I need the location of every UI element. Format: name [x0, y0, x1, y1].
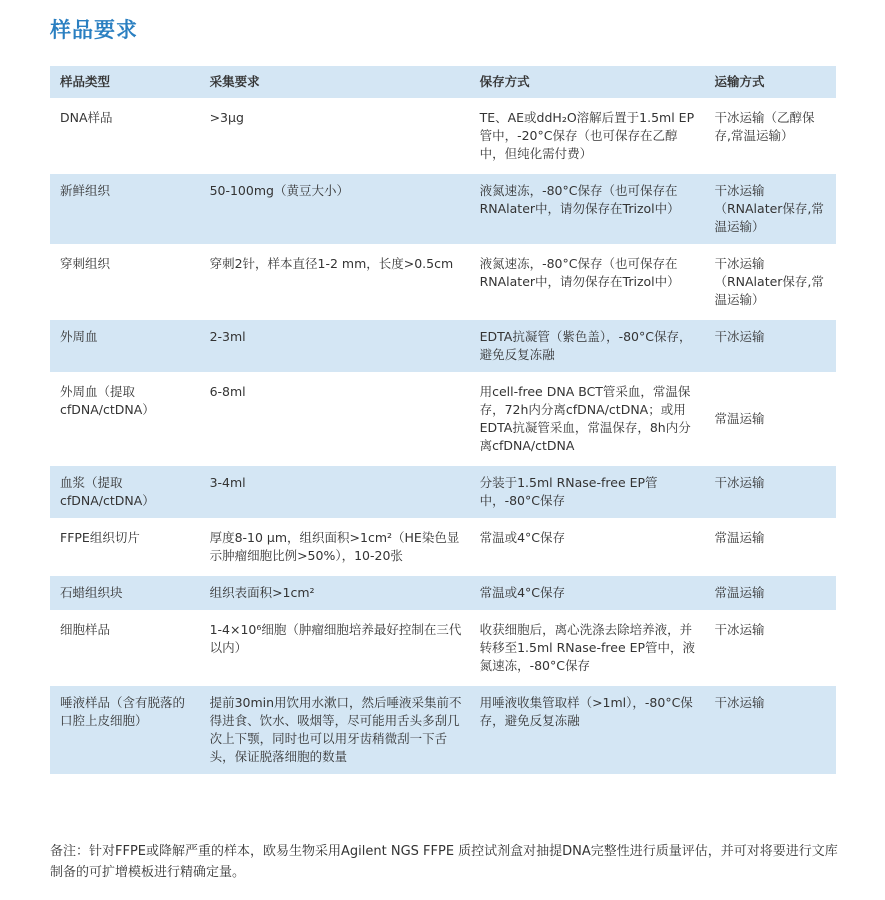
- cell-ship: 干冰运输: [704, 685, 836, 776]
- cell-type: 新鲜组织: [50, 173, 200, 246]
- cell-collect: 2-3ml: [200, 319, 470, 374]
- cell-collect: 厚度8-10 μm，组织面积>1cm²（HE染色显示肿瘤细胞比例>50%），10-20张: [200, 520, 470, 575]
- table-row: [50, 173, 836, 246]
- cell-store: 用cell-free DNA BCT管采血，常温保存，72h内分离cfDNA/ctDNA；或用EDTA抗凝管采血，常温保存，8h内分离cfDNA/ctDNA: [470, 374, 705, 465]
- cell-collect: 穿刺2针，样本直径1-2 mm，长度>0.5cm: [200, 246, 470, 319]
- cell-type: 外周血（提取cfDNA/ctDNA）: [50, 374, 200, 465]
- cell-type: 唾液样品（含有脱落的口腔上皮细胞）: [50, 685, 200, 776]
- cell-store: 分装于1.5ml RNase-free EP管中，-80°C保存: [470, 465, 705, 520]
- cell-type: FFPE组织切片: [50, 520, 200, 575]
- cell-ship: 干冰运输（乙醇保存,常温运输）: [704, 100, 836, 173]
- cell-collect: 提前30min用饮用水漱口，然后唾液采集前不得进食、饮水、吸烟等，尽可能用舌头多刮几次上下颚，同时也可以用牙齿稍微刮一下舌头，保证脱落细胞的数量: [200, 685, 470, 776]
- cell-store: 液氮速冻，-80°C保存（也可保存在RNAlater中，请勿保存在Trizol中）: [470, 173, 705, 246]
- table-row: [50, 520, 836, 575]
- header-shipping: 运输方式: [704, 66, 836, 100]
- table-row: [50, 465, 836, 520]
- header-sample-type: 样品类型: [50, 66, 200, 100]
- cell-type: 穿刺组织: [50, 246, 200, 319]
- cell-ship: 干冰运输: [704, 612, 836, 685]
- cell-store: EDTA抗凝管（紫色盖），-80°C保存，避免反复冻融: [470, 319, 705, 374]
- table-row: [50, 100, 836, 173]
- cell-store: 液氮速冻，-80°C保存（也可保存在RNAlater中，请勿保存在Trizol中）: [470, 246, 705, 319]
- cell-collect: >3μg: [200, 100, 470, 173]
- cell-collect: 1-4×10⁶细胞（肿瘤细胞培养最好控制在三代以内）: [200, 612, 470, 685]
- table-row: [50, 612, 836, 685]
- cell-collect: 组织表面积>1cm²: [200, 575, 470, 612]
- cell-collect: 50-100mg（黄豆大小）: [200, 173, 470, 246]
- cell-ship: 常温运输: [704, 575, 836, 612]
- table-row: [50, 246, 836, 319]
- cell-type: 细胞样品: [50, 612, 200, 685]
- header-storage: 保存方式: [470, 66, 705, 100]
- cell-type: 石蜡组织块: [50, 575, 200, 612]
- cell-store: TE、AE或ddH₂O溶解后置于1.5ml EP管中，-20°C保存（也可保存在乙醇中，但纯化需付费）: [470, 100, 705, 173]
- cell-store: 收获细胞后，离心洗涤去除培养液，并转移至1.5ml RNase-free EP管中，液氮速冻，-80°C保存: [470, 612, 705, 685]
- header-collection: 采集要求: [200, 66, 470, 100]
- cell-type: DNA样品: [50, 100, 200, 173]
- cell-ship: 常温运输: [704, 374, 836, 465]
- cell-ship: 干冰运输: [704, 465, 836, 520]
- cell-store: 常温或4°C保存: [470, 520, 705, 575]
- cell-type: 外周血: [50, 319, 200, 374]
- cell-ship: 干冰运输（RNAlater保存,常温运输）: [704, 173, 836, 246]
- table-row: [50, 374, 836, 465]
- cell-store: 常温或4°C保存: [470, 575, 705, 612]
- cell-ship: 常温运输: [704, 520, 836, 575]
- table-header-row: [50, 66, 836, 100]
- cell-collect: 6-8ml: [200, 374, 470, 465]
- table-row: [50, 575, 836, 612]
- cell-type: 血浆（提取cfDNA/ctDNA）: [50, 465, 200, 520]
- cell-store: 用唾液收集管取样（>1ml），-80°C保存，避免反复冻融: [470, 685, 705, 776]
- table-row: [50, 685, 836, 776]
- sample-requirements-table: [50, 66, 836, 777]
- page-title: 样品要求: [50, 18, 138, 42]
- cell-ship: 干冰运输（RNAlater保存,常温运输）: [704, 246, 836, 319]
- cell-collect: 3-4ml: [200, 465, 470, 520]
- table-row: [50, 319, 836, 374]
- footnote: 备注：针对FFPE或降解严重的样本，欧易生物采用Agilent NGS FFPE 质控试剂盒对抽提DNA完整性进行质量评估，并可对将要进行文库制备的可扩增模板进行精确定量。: [50, 844, 838, 880]
- cell-ship: 干冰运输: [704, 319, 836, 374]
